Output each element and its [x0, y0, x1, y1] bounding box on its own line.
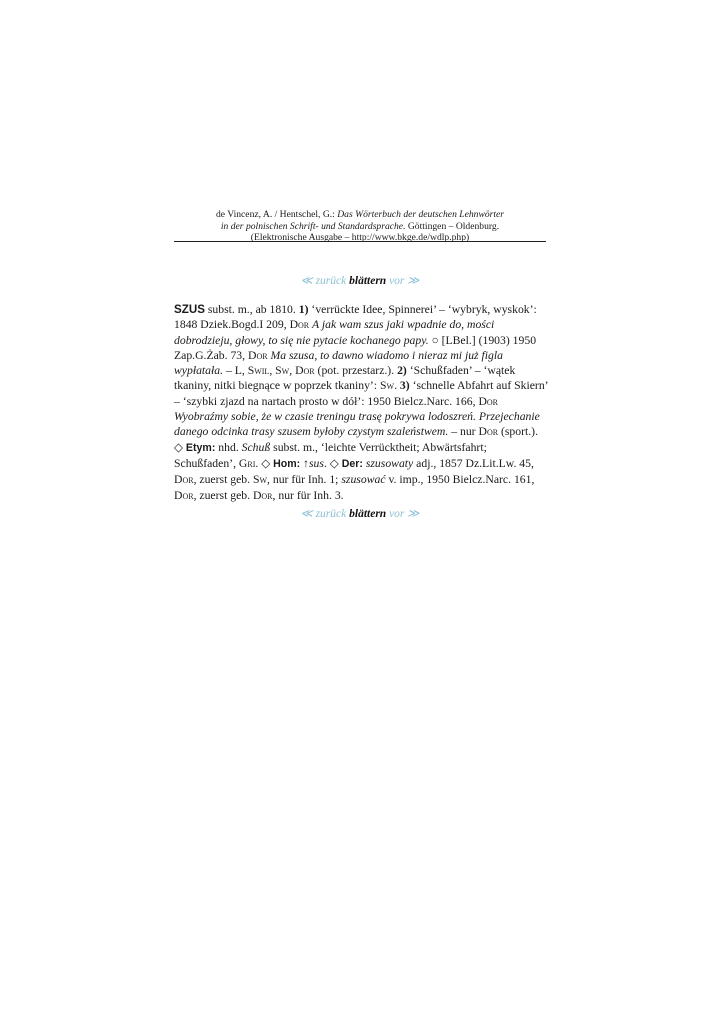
citation-line-1: de Vincenz, A. / Hentschel, G.: Das Wörterbuch der deutschen Lehnwörter [215, 209, 505, 220]
citation-quote: Wyobraźmy sobie, że w czasie treningu trasę pokrywa lodoszreń. Przejechanie danego odcinka trasy szusem byłoby czystym szaleństwem. [174, 410, 540, 439]
hom-label: Hom: [273, 457, 301, 470]
source-abbrev: Sw [252, 473, 268, 487]
double-right-arrow-icon: ≫ [407, 508, 420, 520]
nav-bottom [174, 506, 546, 520]
derivative-word: szusować [341, 473, 386, 487]
source-abbrev: Dor [478, 394, 498, 408]
headword: SZUS [174, 303, 205, 316]
etym-label: Etym: [185, 441, 216, 454]
citation-quote: A jak wam szus jaki wpadnie do, mości dobrodzieju, głowy, to się nie pytacie kochanego papy. [174, 318, 495, 347]
der-label: Der: [341, 457, 363, 470]
citation-line-2: in der polnischen Schrift- und Standardsprache. Göttingen – Oldenburg. [220, 220, 500, 232]
source-abbrev: Dor [174, 473, 194, 487]
source-abbrev: Gri [238, 456, 256, 470]
dictionary-entry: SZUS subst. m., ab 1810. 1) ‘verrückte Idee, Spinnerei’ – ‘wybryk, wyskok’: 1848 Dziek.Bogd.I 209, Dor A jak wam szus jaki wpadnie do, mości dobrodzieju, głowy, to się nie pytacie kochanego papy. ○ [LBel.] (1903) 1950 Zap.G.Żab. 73, Dor Ma szusa, to dawno wiadomo i nieraz mi już figla wypłatała. – L, Swil, Sw, Dor (pot. przestarz.). 2) ‘Schußfaden’ – ‘wątek tkaniny, nitki biegnące w poprzek tkaniny’: Sw. 3) ‘schnelle Abfahrt auf Skiern’ – ‘szybki zjazd na nartach prosto w dół’: 1950 Bielcz.Narc. 166, Dor Wyobraźmy sobie, że w czasie treningu trasę pokrywa lodoszreń. Przejechanie danego odcinka trasy szusem byłoby czystym szaleństwem. – nur Dor (sport.). ◇ Etym: nhd. Schuß subst. m., ‘leichte Verrücktheit; Abwärtsfahrt; Schußfaden’, Gri. ◇ Hom: ↑sus. ◇ Der: szusowaty adj., 1857 Dz.Lit.Lw. 45, Dor, zuerst geb. Sw, nur für Inh. 1; szusować v. imp., 1950 Bielcz.Narc. 161, Dor, zuerst geb. Dor, nur für Inh. 3. [174, 303, 548, 502]
browse-label: blättern [349, 508, 387, 520]
source-abbrev: Dor [289, 318, 310, 332]
source-abbrev: Swil [247, 364, 270, 378]
header-rule [174, 241, 546, 242]
source-abbrev: Dor [478, 425, 499, 439]
source-abbrev: Dor [248, 348, 268, 362]
double-right-arrow-icon: ≫ [407, 275, 420, 287]
sense-number: 1) [298, 303, 309, 316]
etymon: Schuß [241, 440, 271, 454]
source-abbrev: Dor [174, 488, 194, 502]
nav-top [174, 273, 546, 287]
browse-label: blättern [349, 275, 387, 287]
derivative-word: szusowaty [365, 456, 414, 470]
double-left-arrow-icon: ≪ [300, 508, 313, 520]
double-left-arrow-icon: ≪ [300, 275, 313, 287]
forward-link[interactable]: vor ≫ [389, 275, 420, 287]
sense-number: 2) [397, 364, 407, 378]
source-abbrev: Dor [295, 364, 315, 378]
forward-link[interactable]: vor ≫ [389, 508, 420, 520]
source-abbrev: Sw [275, 364, 290, 378]
citation-line-3: (Elektronische Ausgabe – http://www.bkge.de/wdlp.php) [250, 232, 470, 244]
homonym-link[interactable]: sus [308, 456, 324, 470]
sense-number: 3) [399, 379, 410, 393]
back-link[interactable]: ≪ zurück [300, 275, 347, 287]
citation-header [174, 209, 546, 244]
source-abbrev: Dor [252, 488, 273, 502]
back-link[interactable]: ≪ zurück [300, 508, 347, 520]
citation-quote: Ma szusa, to dawno wiadomo i nieraz mi już figla wypłatała. [174, 348, 503, 378]
source-abbrev: Sw [380, 379, 395, 393]
